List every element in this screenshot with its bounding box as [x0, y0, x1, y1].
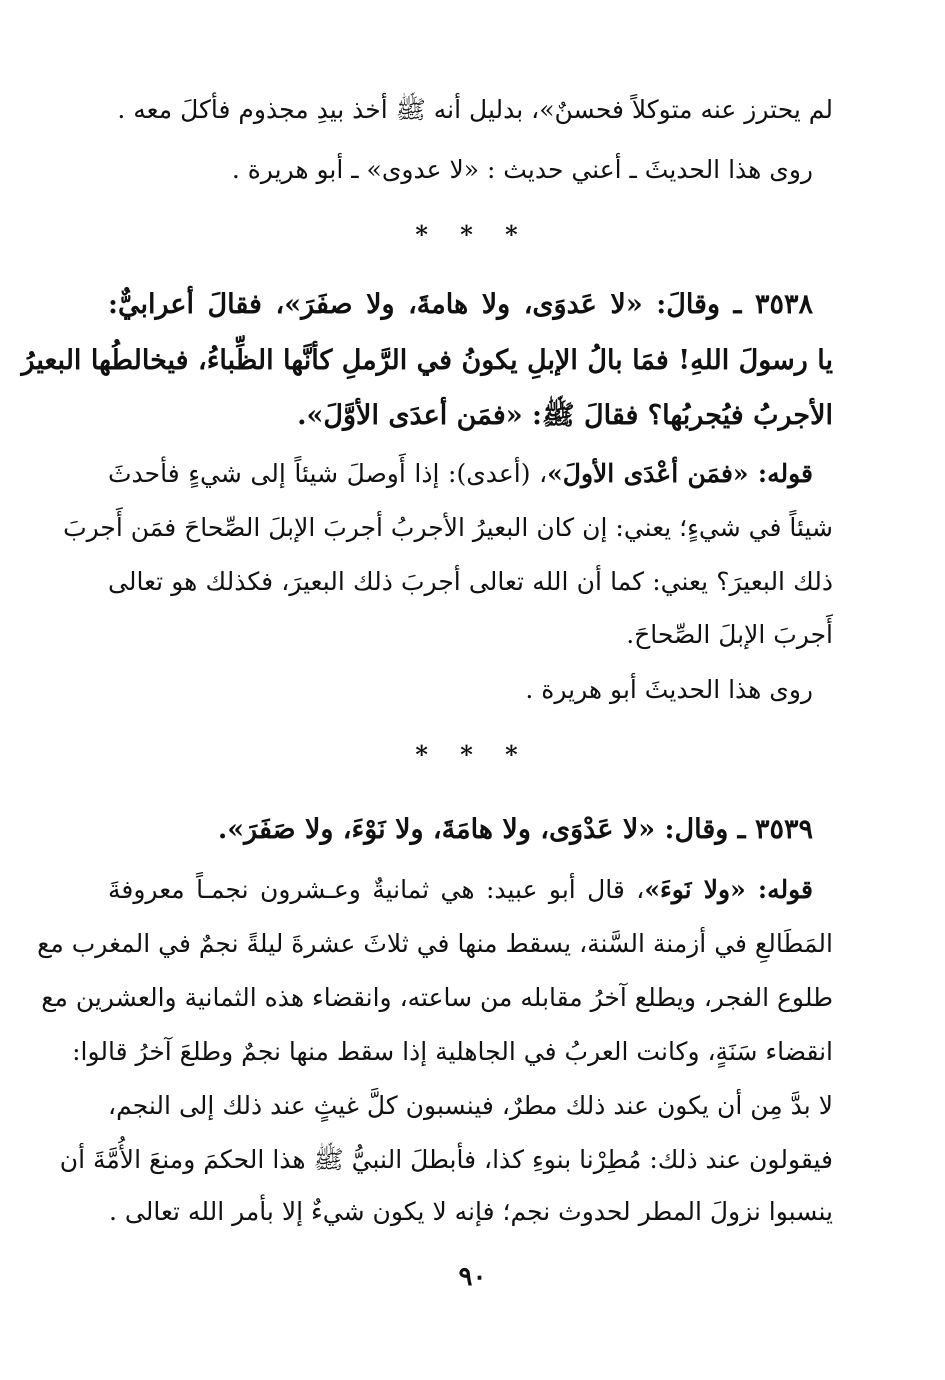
- hadith-3538-line: الأجربُ فيُجربُها؟ فقالَ ﷺ: «فمَن أعدَى الأوَّلَ».: [297, 400, 833, 431]
- commentary-3539-line: لا بدَّ مِن أن يكون عند ذلك مطرٌ، فينسبون كلَّ غيثٍ عند ذلك إلى النجم،: [108, 1091, 833, 1120]
- hadith-3539-line: ٣٥٣٩ ـ وقال: «لا عَدْوَى، ولا هامَةَ، ولا نَوْءَ، ولا صَفَرَ».: [217, 814, 813, 845]
- commentary-3538-line: شيئاً في شيءٍ؛ يعني: إن كان البعيرُ الأجربُ أجربَ الإبلَ الصِّحاحَ فمَن أَجربَ: [63, 513, 833, 542]
- commentary-3538-line: أَجربَ الإبلَ الصِّحاحَ.: [626, 620, 833, 649]
- narration-line: روى هذا الحديثَ ـ أعني حديث : «لا عدوى» ـ أبو هريرة .: [231, 155, 813, 184]
- commentary-3539-line: ينسبوا نزولَ المطر لحدوث نجم؛ فإنه لا يكون شيءٌ إلا بأمر الله تعالى .: [109, 1197, 833, 1226]
- text-line: لم يحترز عنه متوكلاً فحسنٌ»، بدليل أنه ﷺ أخذ بيدِ مجذوم فأكلَ معه .: [117, 95, 833, 124]
- commentary-label: قوله: «ولا نَوءَ»: [644, 875, 813, 904]
- commentary-3539-line: المَطَالعِ في أزمنة السَّنة، يسقط منها في ثلاثَ عشرةَ ليلةً نجمٌ في المغرب مع: [37, 929, 833, 958]
- commentary-3539-line: طلوع الفجر، ويطلع آخرُ مقابله من ساعته، وانقضاء هذه الثمانية والعشرين مع: [41, 983, 833, 1012]
- narration-line: روى هذا الحديثَ أبو هريرة .: [525, 675, 813, 704]
- commentary-label: قوله: «فمَن أعْدَى الأولَ»: [547, 459, 814, 488]
- commentary-text: ، قال أبو عبيد: هي ثمانيةٌ وعـشرون نجمـاً معروفةَ: [108, 875, 645, 904]
- commentary-3539-line: انقضاء سَنَةٍ، وكانت العربُ في الجاهلية إذا سقط منها نجمٌ وطلعَ آخرُ قالوا:: [72, 1037, 833, 1066]
- hadith-3538-line: يا رسولَ اللهِ! فمَا بالُ الإبلِ يكونُ في الرَّملِ كأنَّها الظِّباءُ، فيخالطُها البعيرُ: [21, 345, 833, 376]
- section-separator: * * *: [415, 220, 530, 249]
- commentary-3539-line: [108, 872, 833, 908]
- section-separator: * * *: [415, 740, 530, 769]
- commentary-text: ، (أعدى): إذا أَوصلَ شيئاً إلى شيءٍ فأحدثَ: [108, 459, 548, 488]
- commentary-3539-line: فيقولون عند ذلك: مُطِرْنا بنوءِ كذا، فأبطلَ النبيُّ ﷺ هذا الحكمَ ومنعَ الأُمَّةَ أن: [59, 1145, 833, 1174]
- commentary-3538-line: ذلك البعيرَ؟ يعني: كما أن الله تعالى أجربَ ذلك البعيرَ، فكذلك هو تعالى: [108, 567, 833, 596]
- commentary-3538-line: [108, 456, 833, 492]
- hadith-3538-line: ٣٥٣٨ ـ وقالَ: «لا عَدوَى، ولا هامةَ، ولا صفَرَ»، فقالَ أعرابيٌّ:: [108, 289, 813, 320]
- page-number: ٩٠: [458, 1262, 487, 1292]
